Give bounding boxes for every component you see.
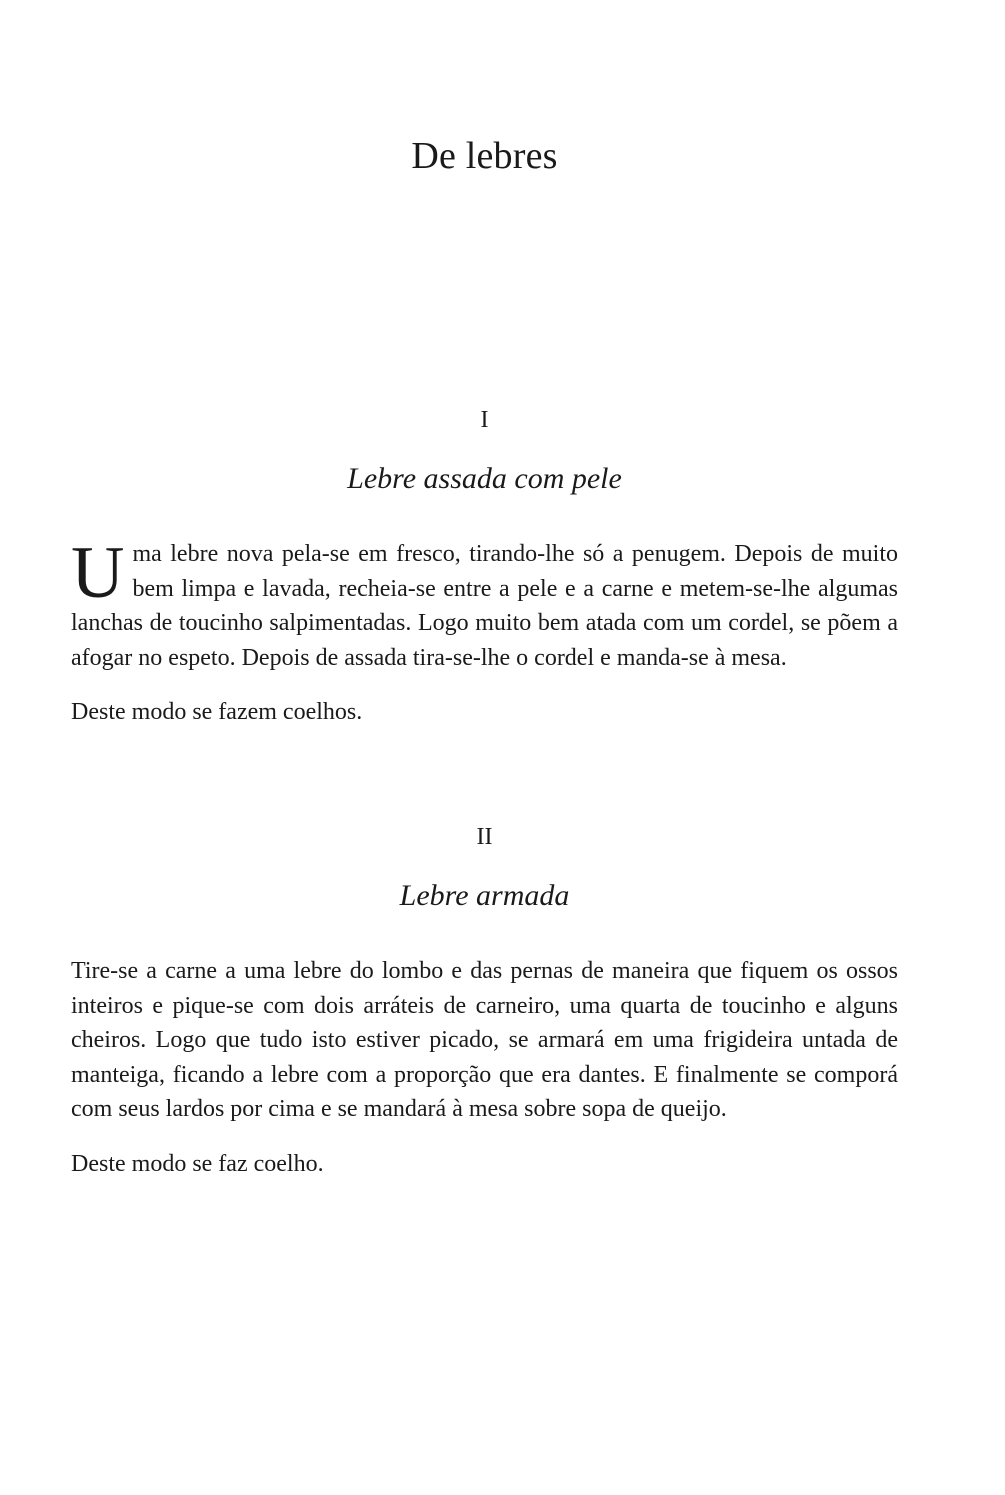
recipe-paragraph bbox=[71, 532, 898, 675]
section-number: I bbox=[480, 407, 489, 433]
recipe-note: Deste modo se faz coelho. bbox=[71, 1150, 324, 1177]
recipe-section-2 bbox=[71, 822, 898, 1181]
section-title: Lebre armada bbox=[399, 879, 570, 912]
chapter-title: De lebres bbox=[411, 135, 558, 177]
section-number: II bbox=[476, 824, 493, 850]
recipe-note: Deste modo se fazem coelhos. bbox=[71, 699, 363, 725]
drop-cap: U bbox=[71, 532, 125, 614]
recipe-paragraph: Tire-se a carne a uma lebre do lombo e das pernas de maneira que fiquem os ossos inteiros e pique-se com dois arráteis de carneiro, uma quarta de toucinho e alguns cheiros. Logo que tudo isto estiver picado, se armará em uma frigideira untada de manteiga, ficando a lebre com a proporção que era dantes. E finalmente se comporá com seus lardos por cima e se mandará à mesa sobre sopa de queijo. bbox=[71, 958, 898, 1122]
section-title: Lebre assada com pele bbox=[347, 462, 622, 495]
recipe-section-1 bbox=[71, 405, 898, 730]
recipe-text: ma lebre nova pela-se em fresco, tirando-lhe só a penugem. Depois de muito bem limpa e lavada, recheia-se entre a pele e a carne e metem-se-lhe algumas lanchas de toucinho salpimentadas. Logo muito bem atada com um cordel, se põem a afogar no espeto. Depois de assada tira-se-lhe o cordel e manda-se à mesa. bbox=[71, 541, 898, 671]
